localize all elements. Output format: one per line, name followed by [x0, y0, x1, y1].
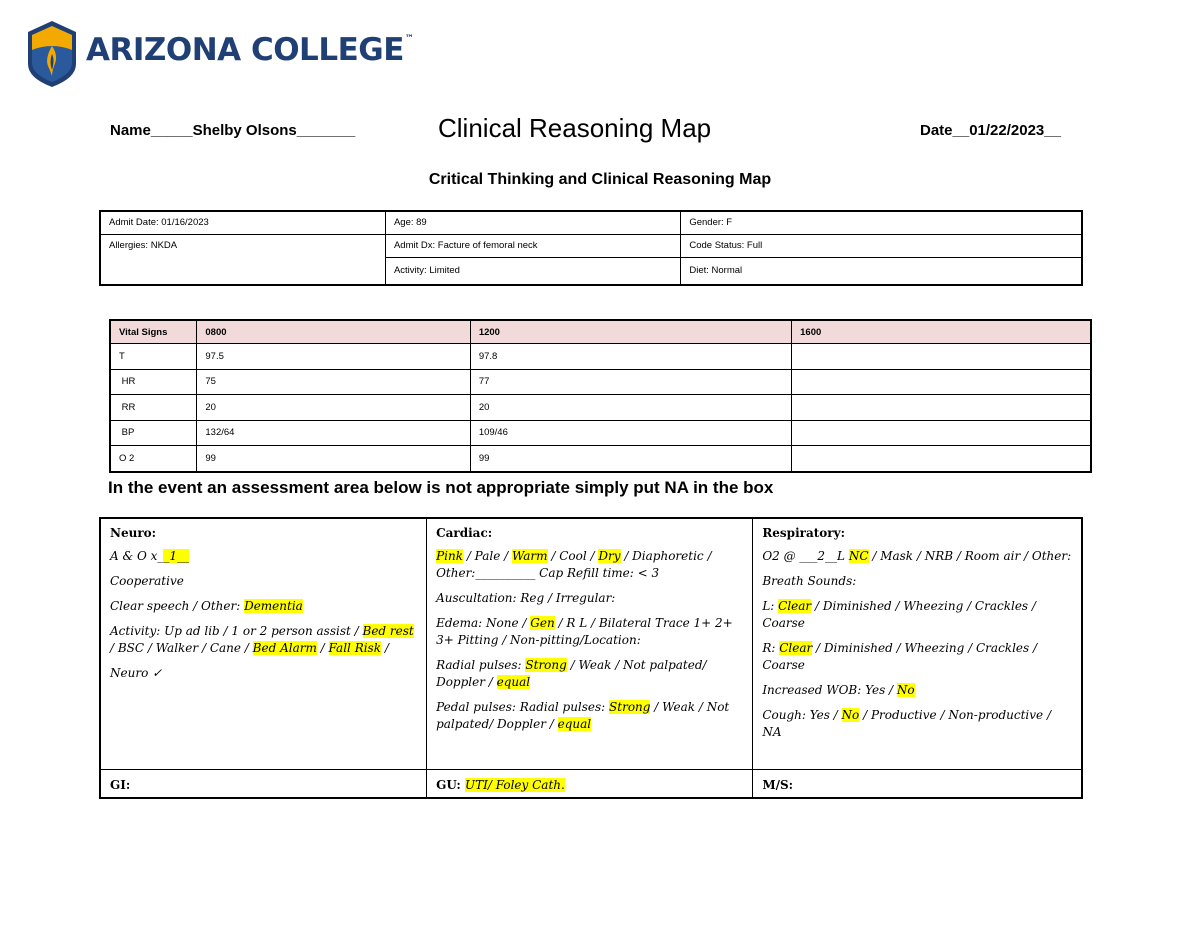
highlight: Clear — [778, 599, 812, 613]
vitals-label: HR — [110, 369, 197, 395]
vitals-value: 97.8 — [470, 344, 791, 370]
cardiac-section — [427, 518, 753, 770]
vitals-value: 20 — [470, 395, 791, 421]
arizona-college-wordmark: ARIZONA COLLEGE™ — [86, 32, 414, 68]
cardiac-title: Cardiac: — [436, 526, 493, 540]
a-and-o-line: A & O x__1__ — [110, 549, 190, 563]
highlight: Strong — [609, 700, 651, 714]
vitals-row-resp-rate — [110, 395, 1091, 421]
activity-line: Activity: Up ad lib / 1 or 2 person assist / Bed rest / BSC / Walker / Cane / Bed Alarm / Fall Risk / — [110, 624, 414, 655]
activity: Activity: Limited — [385, 258, 680, 286]
gender: Gender: F — [681, 211, 1082, 235]
highlight: Dry — [598, 549, 621, 563]
gu-label: GU: — [436, 778, 465, 792]
highlight: Dementia — [244, 599, 303, 613]
diet: Diet: Normal — [681, 258, 1082, 286]
vitals-value — [792, 369, 1091, 395]
vitals-header-cell: Vital Signs — [110, 320, 197, 344]
cooperative-line: Cooperative — [110, 574, 184, 588]
highlight: Strong — [525, 658, 567, 672]
assessment-table — [99, 517, 1083, 799]
na-instruction: In the event an assessment area below is not appropriate simply put NA in the box — [108, 478, 774, 497]
vitals-header-cell: 0800 — [197, 320, 470, 344]
right-lung-line: R: Clear / Diminished / Wheezing / Crackles / Coarse — [762, 641, 1038, 672]
gi-section — [100, 770, 427, 799]
allergies: Allergies: NKDA — [100, 235, 385, 286]
vitals-value: 20 — [197, 395, 470, 421]
highlight: Fall Risk — [328, 641, 381, 655]
age: Age: 89 — [385, 211, 680, 235]
highlight: UTI/ Foley Cath. — [464, 778, 565, 792]
vitals-value — [792, 420, 1091, 446]
page-title: Clinical Reasoning Map — [438, 113, 712, 143]
vitals-header-row — [110, 320, 1091, 344]
vitals-value: 99 — [470, 446, 791, 472]
vitals-header-cell: 1200 — [470, 320, 791, 344]
vitals-label: O 2 — [110, 446, 197, 472]
neuro-check-line: Neuro ✓ — [110, 666, 163, 680]
ms-section — [753, 770, 1082, 799]
highlight: No — [841, 708, 860, 722]
respiratory-section — [753, 518, 1082, 770]
page-subtitle: Critical Thinking and Clinical Reasoning Map — [428, 171, 772, 188]
highlight: equal — [557, 717, 592, 731]
vitals-value: 75 — [197, 369, 470, 395]
highlight: Gen — [530, 616, 555, 630]
admit-date: Admit Date: 01/16/2023 — [100, 211, 385, 235]
date-field: Date__01/22/2023__ — [920, 122, 1061, 139]
vitals-row-heart-rate — [110, 369, 1091, 395]
patient-info-table — [99, 210, 1083, 286]
highlight: Pink — [436, 549, 463, 563]
vitals-value — [792, 446, 1091, 472]
radial-pulses-line: Radial pulses: Strong / Weak / Not palpated/ Doppler / equal — [436, 658, 707, 689]
vitals-value: 99 — [197, 446, 470, 472]
pedal-pulses-line: Pedal pulses: Radial pulses: Strong / Weak / Not palpated/ Doppler / equal — [436, 700, 730, 731]
code-status: Code Status: Full — [681, 235, 1082, 258]
gu-section — [427, 770, 753, 799]
edema-line: Edema: None / Gen / R L / Bilateral Trace 1+ 2+ 3+ Pitting / Non-pitting/Location: — [436, 616, 733, 647]
wob-line: Increased WOB: Yes / No — [762, 683, 915, 697]
skin-line: Pink / Pale / Warm / Cool / Dry / Diaphoretic / Other:__________ Cap Refill time: < 3 — [436, 549, 712, 580]
breath-sounds-line: Breath Sounds: — [762, 574, 857, 588]
vitals-label: BP — [110, 420, 197, 446]
highlight: NC — [848, 549, 869, 563]
ms-label: M/S: — [762, 778, 794, 792]
cough-line: Cough: Yes / No / Productive / Non-productive / NA — [762, 708, 1051, 739]
o2-line: O2 @ ___2__L NC / Mask / NRB / Room air / Other: — [762, 549, 1072, 563]
vitals-row-temperature — [110, 344, 1091, 370]
vitals-value: 109/46 — [470, 420, 791, 446]
highlight: Bed Alarm — [252, 641, 317, 655]
vitals-value: 97.5 — [197, 344, 470, 370]
vitals-value — [792, 344, 1091, 370]
vitals-label: T — [110, 344, 197, 370]
highlight: equal — [496, 675, 531, 689]
neuro-title: Neuro: — [110, 526, 157, 540]
vitals-row-blood-pressure — [110, 420, 1091, 446]
neuro-section — [100, 518, 427, 770]
highlight: Clear — [779, 641, 813, 655]
admit-dx: Admit Dx: Facture of femoral neck — [385, 235, 680, 258]
speech-line: Clear speech / Other: Dementia — [110, 599, 303, 613]
highlight: No — [896, 683, 915, 697]
student-name: Name_____Shelby Olsons_______ — [110, 122, 356, 139]
vitals-value: 132/64 — [197, 420, 470, 446]
respiratory-title: Respiratory: — [762, 526, 845, 540]
highlight: Bed rest — [362, 624, 414, 638]
highlight: Warm — [511, 549, 548, 563]
left-lung-line: L: Clear / Diminished / Wheezing / Crackles / Coarse — [762, 599, 1036, 630]
vitals-value — [792, 395, 1091, 421]
gi-label: GI: — [110, 778, 131, 792]
vital-signs-table — [109, 319, 1092, 473]
auscultation-line: Auscultation: Reg / Irregular: — [436, 591, 616, 605]
arizona-college-shield-logo — [26, 20, 78, 88]
vitals-header-cell: 1600 — [792, 320, 1091, 344]
highlight: _1__ — [163, 549, 190, 563]
vitals-row-o2 — [110, 446, 1091, 472]
vitals-value: 77 — [470, 369, 791, 395]
vitals-label: RR — [110, 395, 197, 421]
